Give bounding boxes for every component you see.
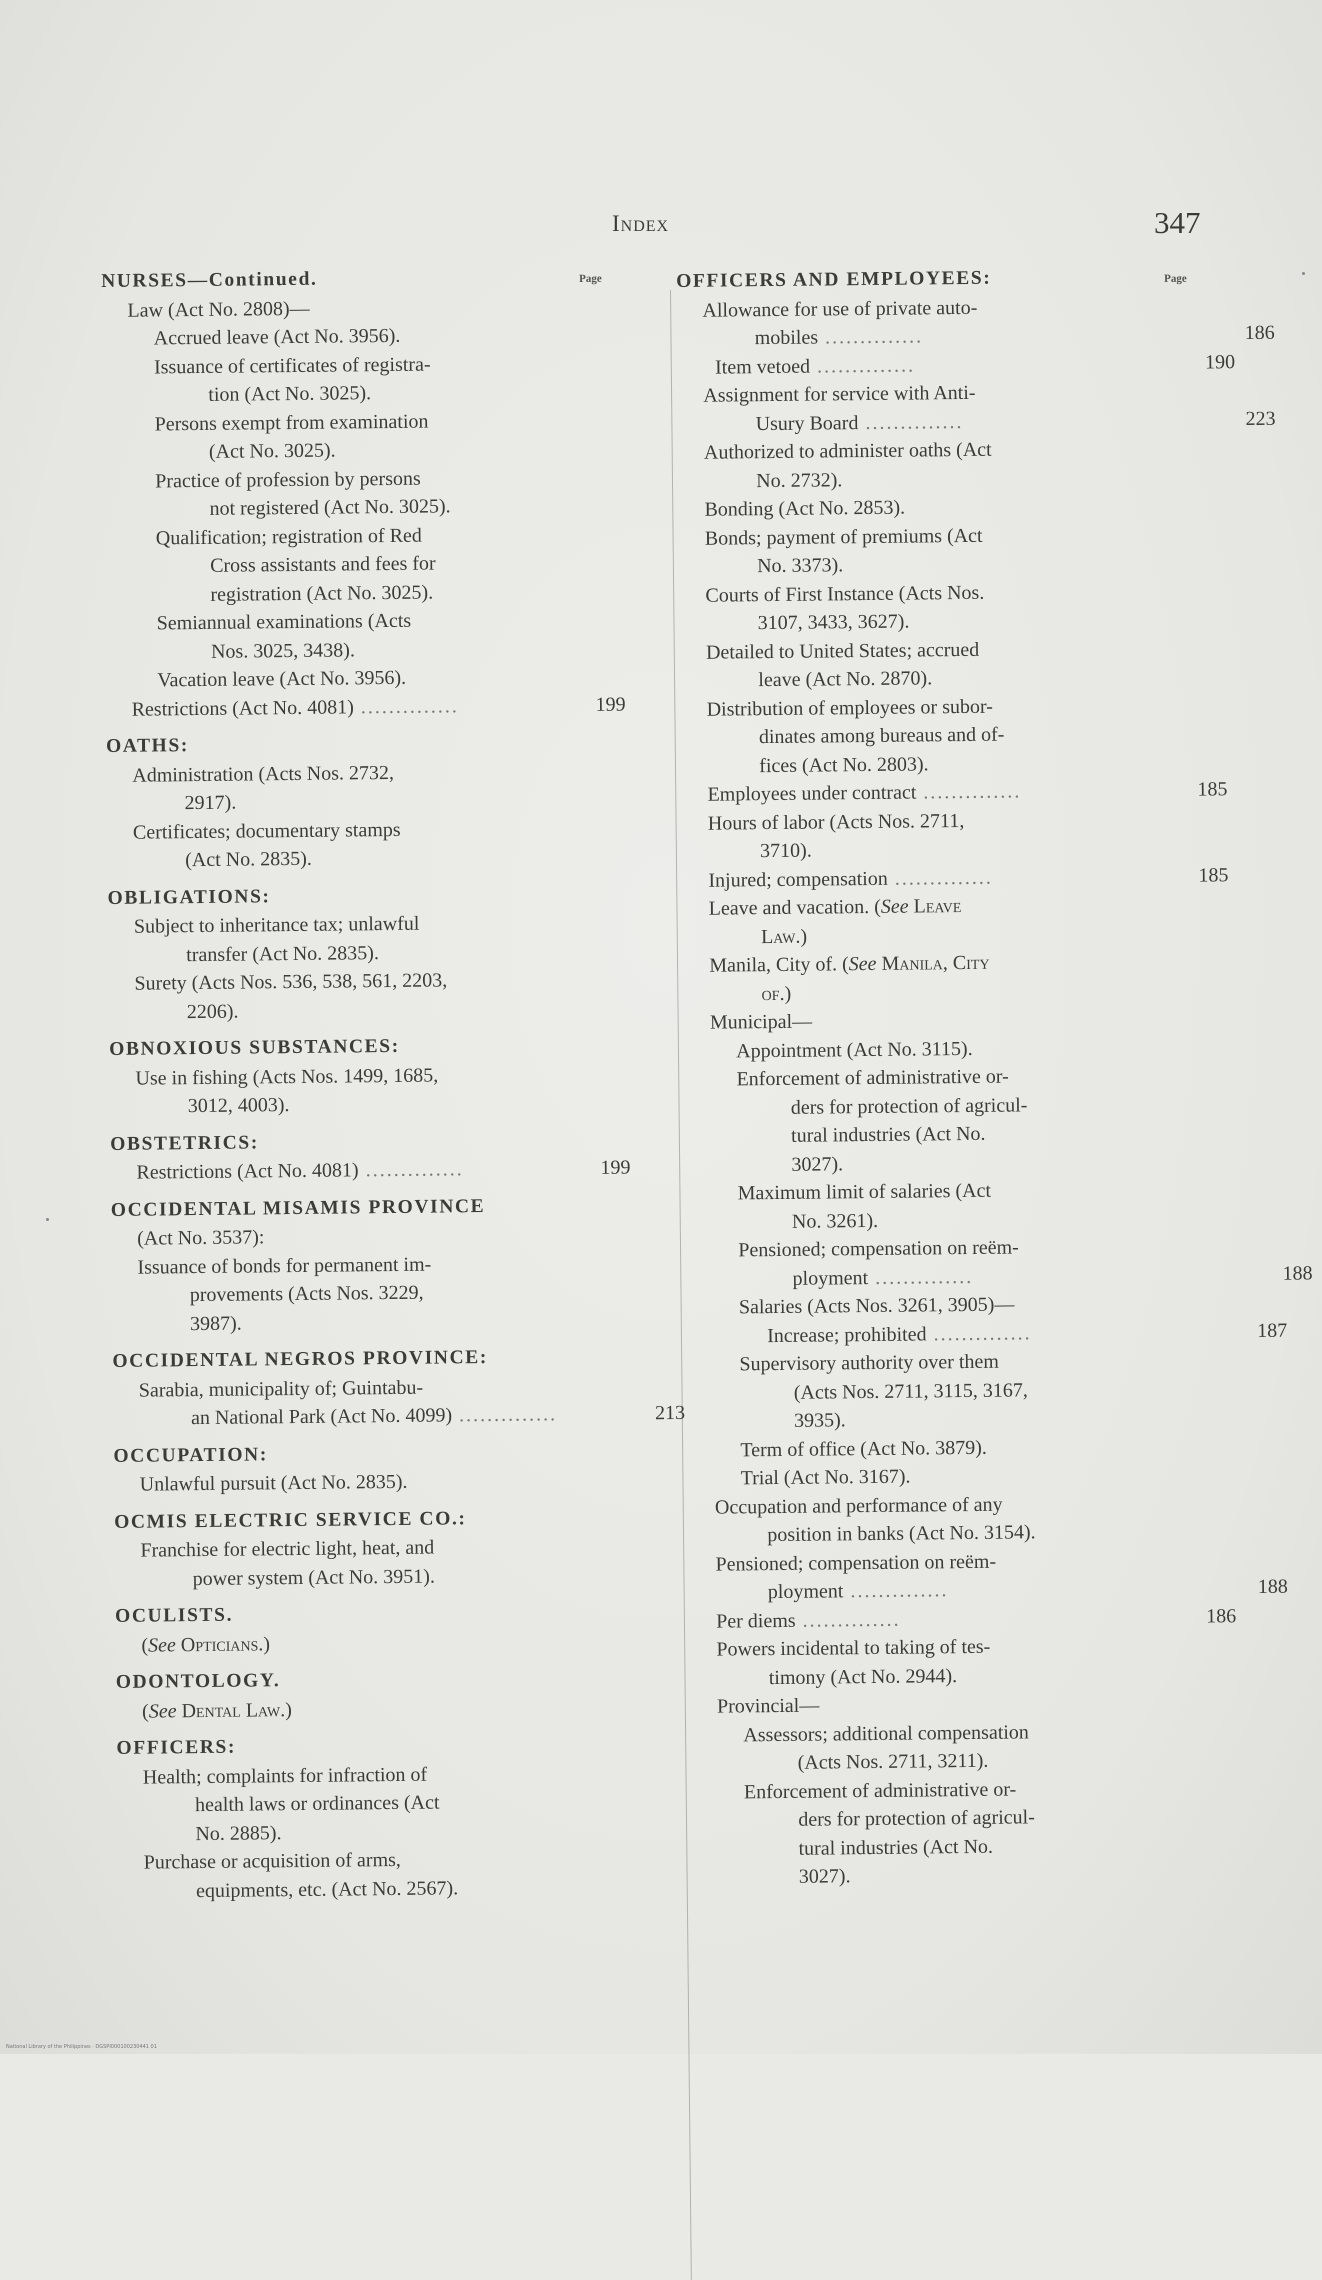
entry-text: Powers incidental to taking of tes- <box>716 1635 991 1661</box>
entry-text: Unlawful pursuit (Act No. 2835). <box>139 1470 408 1496</box>
entry-text: (Act No. 3537): <box>137 1226 265 1250</box>
entry-text: Allowance for use of private auto- <box>702 296 978 322</box>
entry-text: Administration (Acts Nos. 2732, <box>132 761 395 787</box>
entry-text: Franchise for electric light, heat, and <box>140 1536 435 1562</box>
paper-speck <box>1302 272 1305 275</box>
index-entry <box>114 1466 572 1499</box>
entry-text: Increase; prohibited <box>767 1322 927 1347</box>
entry-text: Pensioned; compensation on reëm- <box>738 1236 1019 1262</box>
see-target: Leave <box>913 895 962 918</box>
index-entry <box>110 1154 631 1187</box>
entry-text: 3012, 4003). <box>187 1094 290 1118</box>
entry-text: Use in fishing (Acts Nos. 1499, 1685, <box>135 1064 439 1090</box>
dot-leader: .............. <box>887 866 993 890</box>
index-heading: OFFICERS AND EMPLOYEES: <box>676 267 992 292</box>
dot-leader: .............. <box>809 354 916 378</box>
entry-text: 2917). <box>184 791 237 815</box>
dot-leader: .............. <box>358 1158 464 1182</box>
index-entry: (See Dental Law.) <box>141 1698 292 1723</box>
entry-text: Hours of labor (Acts Nos. 2711, <box>707 809 965 835</box>
entry-text: Purchase or acquisition of arms, <box>143 1848 401 1874</box>
dot-leader: .............. <box>451 1403 558 1427</box>
entry-text: No. 3261). <box>791 1209 879 1233</box>
see-tail: .) <box>779 982 792 1005</box>
entry-text: Supervisory authority over them <box>739 1350 999 1376</box>
page-number: 347 <box>1154 205 1201 240</box>
entry-text: Item vetoed <box>714 355 811 379</box>
dot-leader: .............. <box>926 1321 1032 1345</box>
page-reference: 188 <box>1282 1261 1313 1285</box>
entry-text: Pensioned; compensation on reëm- <box>715 1550 997 1576</box>
index-heading: OBLIGATIONS: <box>107 885 271 909</box>
dot-leader: .............. <box>353 694 459 718</box>
entry-text: Appointment (Act No. 3115). <box>736 1037 973 1062</box>
see-target: Opticians <box>180 1632 259 1656</box>
entry-text: equipments, etc. (Act No. 2567). <box>195 1876 459 1902</box>
index-heading: OCULISTS. <box>115 1604 234 1627</box>
entry-text: Manila, City of. ( <box>709 953 849 977</box>
entry-text: Surety (Acts Nos. 536, 538, 561, 2203, <box>134 969 448 995</box>
dot-leader: .............. <box>795 1608 901 1632</box>
entry-text: registration (Act No. 3025). <box>210 581 434 606</box>
see-reference: See <box>848 952 877 976</box>
entry-text: (Acts Nos. 2711, 3115, 3167, <box>793 1378 1028 1404</box>
entry-text: Nos. 3025, 3438). <box>210 638 356 663</box>
see-target: Law <box>760 925 796 948</box>
index-entry-continuation <box>118 1872 628 1906</box>
index-entry <box>105 691 626 724</box>
page-column-label: Page <box>1164 272 1187 285</box>
running-head <box>0 205 1322 245</box>
dot-leader: .............. <box>868 1265 974 1289</box>
left-column <box>101 262 686 1906</box>
see-tail: .) <box>795 925 808 948</box>
entry-text: Authorized to administer oaths (Act <box>703 438 992 464</box>
entry-text: ders for protection of agricul- <box>798 1806 1035 1831</box>
see-target: Manila, City <box>881 951 990 975</box>
entry-text: Sarabia, municipality of; Guintabu- <box>138 1376 424 1402</box>
entry-text: Municipal— <box>709 1010 813 1034</box>
index-entry-continuation <box>113 1400 686 1434</box>
see-target: Dental Law <box>181 1698 281 1722</box>
entry-text: Courts of First Instance (Acts Nos. <box>705 581 985 607</box>
entry-text: 3027). <box>798 1865 851 1888</box>
entry-text: Assessors; additional compensation <box>743 1720 1029 1746</box>
index-heading: OCCUPATION: <box>113 1443 268 1467</box>
entry-text: Persons exempt from examination <box>154 410 429 435</box>
entry-text: Issuance of bonds for permanent im- <box>137 1253 432 1279</box>
index-heading: OBSTETRICS: <box>110 1131 260 1155</box>
entry-text: Certificates; documentary stamps <box>132 818 401 844</box>
see-tail: .) <box>258 1632 271 1655</box>
index-entry-continuation <box>109 993 619 1027</box>
page-reference: 186 <box>1244 321 1275 345</box>
entry-text: Law (Act No. 2808)— <box>127 297 310 322</box>
entry-text: ployment <box>767 1580 844 1604</box>
see-target: of <box>761 982 780 1005</box>
running-head-title: Index <box>612 211 670 236</box>
entry-text: (Act No. 3025). <box>208 439 336 463</box>
page-reference: 186 <box>1206 1604 1237 1628</box>
entry-text: leave (Act No. 2870). <box>758 667 933 692</box>
entry-text: No. 2732). <box>756 468 843 492</box>
entry-text: Detailed to United States; accrued <box>705 638 980 664</box>
page-reference: 187 <box>1257 1319 1288 1342</box>
page-reference: 199 <box>595 693 626 716</box>
right-column <box>676 262 1313 1892</box>
dot-leader: .............. <box>858 410 964 434</box>
entry-text: ployment <box>792 1266 869 1290</box>
entry-text: Distribution of employees or subor- <box>706 695 993 721</box>
entry-text: 3710). <box>759 839 812 863</box>
index-heading: OATHS: <box>105 735 190 757</box>
see-tail: .) <box>280 1698 292 1721</box>
entry-text: Restrictions (Act No. 4081) <box>136 1159 359 1184</box>
page-reference: 190 <box>1204 350 1236 373</box>
index-heading: OFFICERS: <box>116 1736 237 1759</box>
page-reference: 185 <box>1198 863 1229 887</box>
index-entry: (See Opticians.) <box>141 1632 271 1657</box>
index-heading: OCCIDENTAL MISAMIS PROVINCE <box>110 1195 486 1221</box>
page-reference: 185 <box>1197 778 1228 801</box>
entry-text: No. 3373). <box>757 554 844 578</box>
entry-text: 3935). <box>793 1409 846 1432</box>
entry-text: an National Park (Act No. 4099) <box>190 1404 453 1430</box>
footer-note: National Library of the Philippines · DGSPI000100230441 01 <box>6 2044 157 2050</box>
entry-text: Bonds; payment of premiums (Act <box>704 524 983 550</box>
entry-text: dinates among bureaus and of- <box>758 723 1005 749</box>
entry-text: Accrued leave (Act No. 3956). <box>153 324 401 350</box>
page-reference: 188 <box>1257 1575 1288 1598</box>
entry-text: No. 2885). <box>195 1821 282 1845</box>
index-entry-continuation <box>107 842 617 876</box>
index-heading: NURSES—Continued. <box>101 268 318 292</box>
entry-text: 3107, 3433, 3627). <box>757 610 910 635</box>
entry-text: tion (Act No. 3025). <box>208 382 372 406</box>
entry-text: Enforcement of administrative or- <box>736 1065 1009 1091</box>
entry-text: 2206). <box>186 1000 239 1023</box>
page-reference: 199 <box>600 1156 631 1179</box>
page-column-label: Page <box>579 272 602 285</box>
entry-text: Qualification; registration of Red <box>155 524 422 549</box>
index-entry-continuation <box>112 1305 622 1339</box>
entry-text: Health; complaints for infraction of <box>142 1763 428 1789</box>
dot-leader: .............. <box>817 325 924 349</box>
entry-text: power system (Act No. 3951). <box>192 1565 436 1590</box>
entry-text: Cross assistants and fees for <box>210 552 436 577</box>
dot-leader: .............. <box>843 1579 949 1603</box>
entry-text: not registered (Act No. 3025). <box>209 495 451 520</box>
index-entry-continuation <box>110 1088 620 1122</box>
entry-text: Injured; compensation <box>708 867 888 892</box>
entry-text: Usury Board <box>755 411 859 435</box>
entry-text: (Act No. 2835). <box>185 847 312 872</box>
entry-text: Assignment for service with Anti- <box>703 381 976 407</box>
entry-text: Salaries (Acts Nos. 3261, 3905)— <box>738 1293 1015 1319</box>
see-reference: See <box>880 895 909 918</box>
dot-leader: .............. <box>916 780 1022 804</box>
entry-text: Enforcement of administrative or- <box>743 1778 1017 1803</box>
entry-text: provements (Acts Nos. 3229, <box>189 1281 424 1307</box>
entry-text: (Acts Nos. 2711, 3211). <box>797 1749 989 1774</box>
entry-text: health laws or ordinances (Act <box>194 1791 440 1817</box>
page-reference: 213 <box>654 1401 686 1425</box>
entry-text: timony (Act No. 2944). <box>768 1664 958 1689</box>
entry-text: Occupation and performance of any <box>714 1493 1003 1519</box>
index-heading: OCCIDENTAL NEGROS PROVINCE: <box>112 1347 489 1372</box>
entry-text: position in banks (Act No. 3154). <box>767 1521 1036 1547</box>
index-heading: OCMIS ELECTRIC SERVICE CO.: <box>114 1507 467 1533</box>
entry-text: fices (Act No. 2803). <box>759 752 929 777</box>
entry-text: Semiannual examinations (Acts <box>156 609 412 635</box>
entry-text: 3027). <box>791 1152 844 1176</box>
see-reference: See <box>147 1633 176 1657</box>
entry-text: tural industries (Act No. <box>790 1122 986 1147</box>
entry-text: mobiles <box>754 326 819 350</box>
page-reference: 223 <box>1245 407 1276 430</box>
entry-text: Subject to inheritance tax; unlawful <box>133 912 420 938</box>
entry-text: ders for protection of agricul- <box>790 1093 1028 1119</box>
entry-text: 3987). <box>189 1312 242 1335</box>
entry-text: Practice of profession by persons <box>155 467 421 492</box>
index-entry-continuation <box>693 1858 1237 1892</box>
entry-text: Per diems <box>716 1609 796 1633</box>
entry-text: transfer (Act No. 2835). <box>186 941 380 966</box>
see-reference: See <box>148 1699 177 1723</box>
entry-text: Restrictions (Act No. 4081) <box>131 695 354 721</box>
entry-text: Employees under contract <box>707 781 917 806</box>
entry-text: Maximum limit of salaries (Act <box>737 1179 992 1205</box>
entry-text: tural industries (Act No. <box>798 1835 994 1860</box>
paper-speck <box>46 1218 49 1221</box>
entry-text: Issuance of certificates of registra- <box>153 353 431 378</box>
entry-text: Provincial— <box>716 1694 820 1718</box>
index-heading: OBNOXIOUS SUBSTANCES: <box>109 1035 400 1060</box>
entry-text: Vacation leave (Act No. 3956). <box>157 666 407 692</box>
entry-text: Term of office (Act No. 3879). <box>740 1436 987 1461</box>
entry-text: Bonding (Act No. 2853). <box>704 496 906 521</box>
index-heading: ODONTOLOGY. <box>115 1670 281 1693</box>
entry-text: Trial (Act No. 3167). <box>740 1465 911 1490</box>
entry-text: Leave and vacation. ( <box>708 895 881 920</box>
index-entry-continuation <box>115 1560 625 1594</box>
